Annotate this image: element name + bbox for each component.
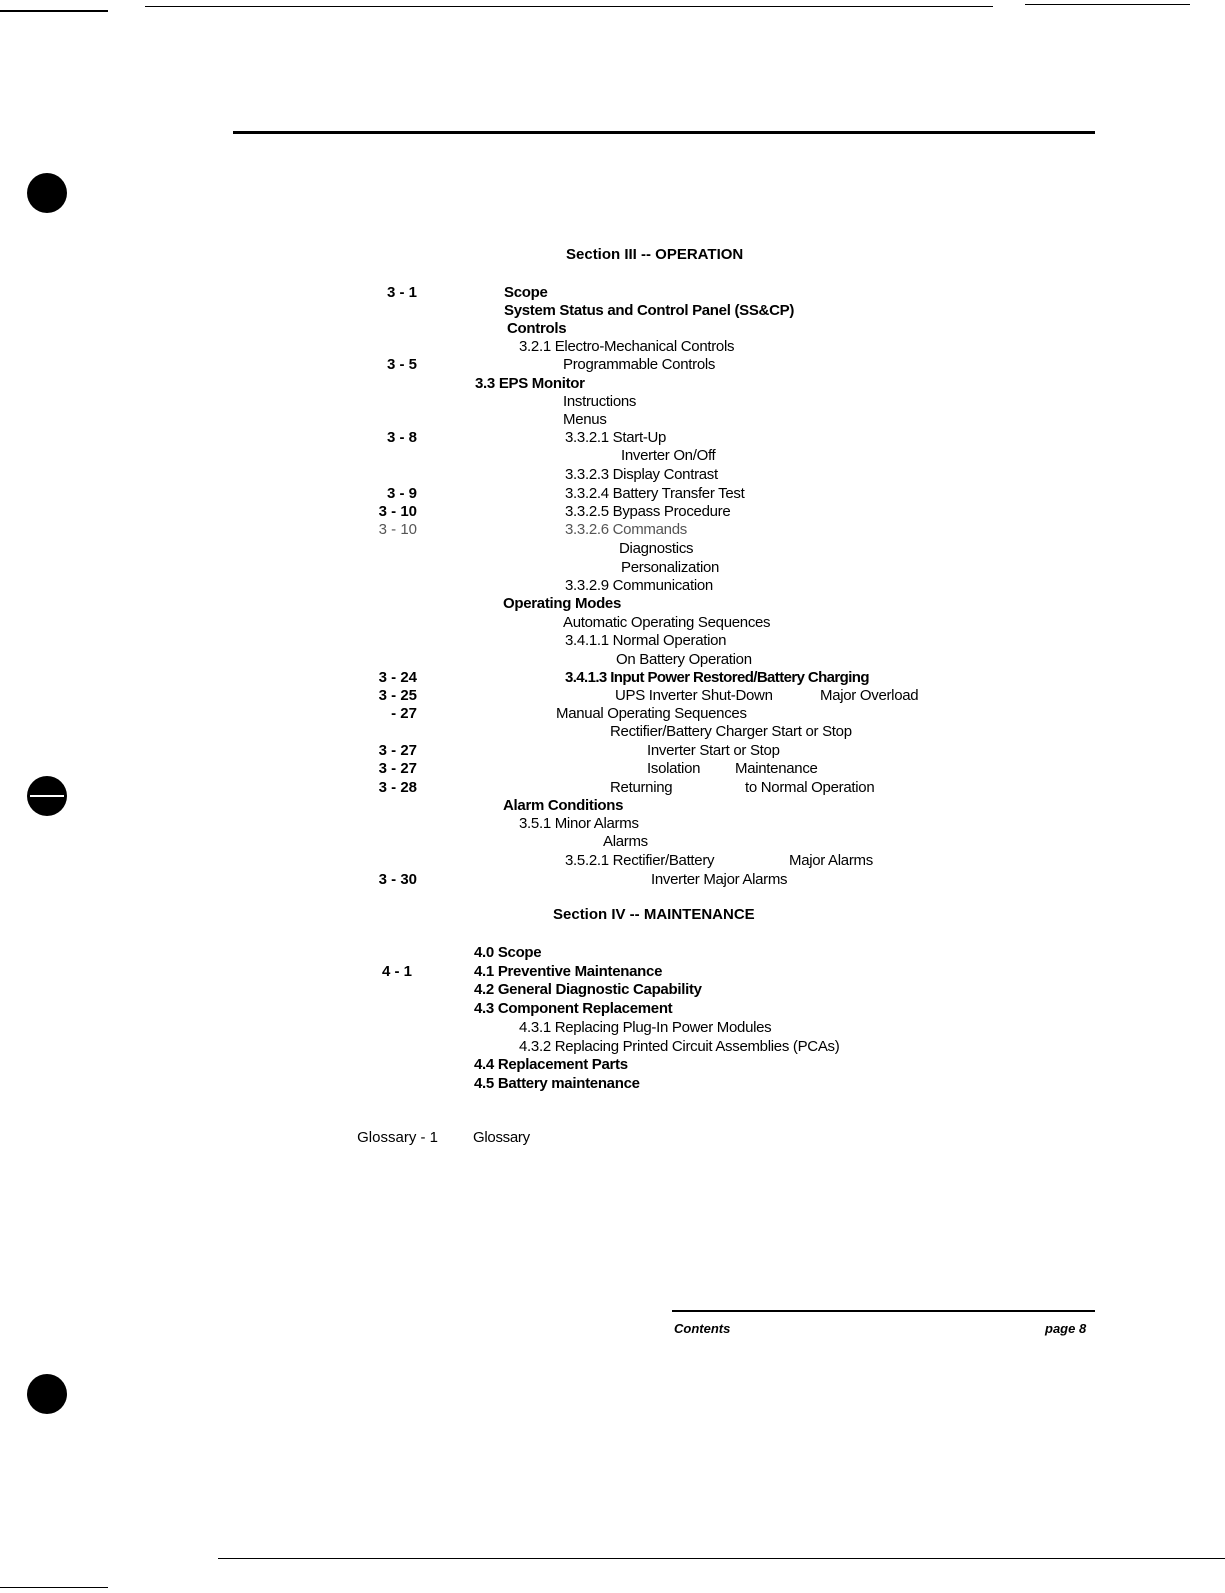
toc-entry: 3.3.2.5 Bypass Procedure <box>565 503 731 520</box>
toc-entry: Controls <box>507 320 567 337</box>
toc-entry: 3.3.2.6 Commands <box>565 521 687 538</box>
toc-entry: 3.2.1 Electro-Mechanical Controls <box>519 338 735 355</box>
bottom-edge-rule-left <box>0 1587 108 1588</box>
toc-entry: Diagnostics <box>619 540 694 557</box>
toc-entry: 3.3.2.9 Communication <box>565 577 713 594</box>
toc-page-number: 3 - 28 <box>378 779 417 796</box>
toc-entry-continued: Major Overload <box>820 687 919 704</box>
toc-entry: Rectifier/Battery Charger Start or Stop <box>610 723 852 740</box>
toc-page-number: 3 - 10 <box>378 521 417 538</box>
toc-page-number: 3 - 5 <box>386 356 417 373</box>
toc-entry: Alarms <box>603 833 648 850</box>
top-edge-rule-center <box>145 6 993 7</box>
toc-entry-continued: Maintenance <box>735 760 818 777</box>
top-edge-rule-right <box>1025 4 1190 5</box>
toc-entry: Inverter Start or Stop <box>647 742 780 759</box>
binder-hole-top <box>27 173 67 213</box>
toc-page-number: 3 - 24 <box>378 669 417 686</box>
toc-entry: UPS Inverter Shut-Down <box>615 687 773 704</box>
toc-entry: 4.0 Scope <box>474 944 542 961</box>
toc-entry: 3.5.1 Minor Alarms <box>519 815 639 832</box>
toc-entry: Operating Modes <box>503 595 622 612</box>
toc-page-number: 3 - 30 <box>378 871 417 888</box>
toc-page-number: 3 - 10 <box>378 503 417 520</box>
binder-hole-middle <box>27 776 67 816</box>
toc-entry: 3.3.2.3 Display Contrast <box>565 466 718 483</box>
toc-entry: Programmable Controls <box>563 356 716 373</box>
toc-entry: 3.5.2.1 Rectifier/Battery <box>565 852 715 869</box>
footer-label: Contents <box>674 1321 731 1336</box>
toc-entry: 4.4 Replacement Parts <box>474 1056 628 1073</box>
toc-entry: System Status and Control Panel (SS&CP) <box>504 302 795 319</box>
top-edge-rule-left <box>0 10 108 12</box>
toc-entry: 3.4.1.1 Normal Operation <box>565 632 727 649</box>
toc-entry-continued: Major Alarms <box>789 852 873 869</box>
header-rule <box>233 131 1095 134</box>
toc-page-number: 3 - 1 <box>386 284 417 301</box>
toc-entry: Inverter On/Off <box>621 447 716 464</box>
toc-entry: 4.3.2 Replacing Printed Circuit Assemblies (PCAs) <box>519 1038 840 1055</box>
toc-page-number: 3 - 9 <box>386 485 417 502</box>
glossary-page-number: Glossary - 1 <box>357 1129 438 1146</box>
toc-entry: Personalization <box>621 559 720 576</box>
toc-entry: Menus <box>563 411 607 428</box>
toc-entry: 3.3.2.1 Start-Up <box>565 429 667 446</box>
glossary-entry: Glossary <box>473 1129 530 1146</box>
toc-page-number: 3 - 25 <box>378 687 417 704</box>
toc-entry: Manual Operating Sequences <box>556 705 747 722</box>
toc-page-number: - 27 <box>391 705 417 722</box>
toc-entry: 4.5 Battery maintenance <box>474 1075 640 1092</box>
section-4-title: Section IV -- MAINTENANCE <box>553 906 755 923</box>
toc-entry: 4.2 General Diagnostic Capability <box>474 981 702 998</box>
toc-entry: Scope <box>504 284 548 301</box>
toc-entry: 4.1 Preventive Maintenance <box>474 963 663 980</box>
toc-page-number: 4 - 1 <box>381 963 412 980</box>
binder-hole-bottom <box>27 1374 67 1414</box>
toc-page-number: 3 - 27 <box>378 760 417 777</box>
toc-page-number: 3 - 27 <box>378 742 417 759</box>
toc-entry: Returning <box>610 779 673 796</box>
toc-entry: 3.4.1.3 Input Power Restored/Battery Charging <box>565 669 869 686</box>
footer-page-number: page 8 <box>1045 1321 1087 1336</box>
bottom-edge-rule <box>218 1558 1225 1559</box>
toc-entry: 3.3.2.4 Battery Transfer Test <box>565 485 745 502</box>
toc-entry: Inverter Major Alarms <box>651 871 788 888</box>
toc-entry: On Battery Operation <box>616 651 752 668</box>
footer-rule <box>672 1310 1095 1312</box>
toc-entry: Automatic Operating Sequences <box>563 614 771 631</box>
toc-entry: 4.3.1 Replacing Plug-In Power Modules <box>519 1019 772 1036</box>
toc-entry: 4.3 Component Replacement <box>474 1000 673 1017</box>
toc-entry: Isolation <box>647 760 701 777</box>
section-3-title: Section III -- OPERATION <box>566 246 744 263</box>
toc-entry: Instructions <box>563 393 637 410</box>
toc-entry: 3.3 EPS Monitor <box>475 375 585 392</box>
toc-page-number: 3 - 8 <box>386 429 417 446</box>
toc-entry-continued: to Normal Operation <box>745 779 875 796</box>
toc-entry: Alarm Conditions <box>503 797 624 814</box>
